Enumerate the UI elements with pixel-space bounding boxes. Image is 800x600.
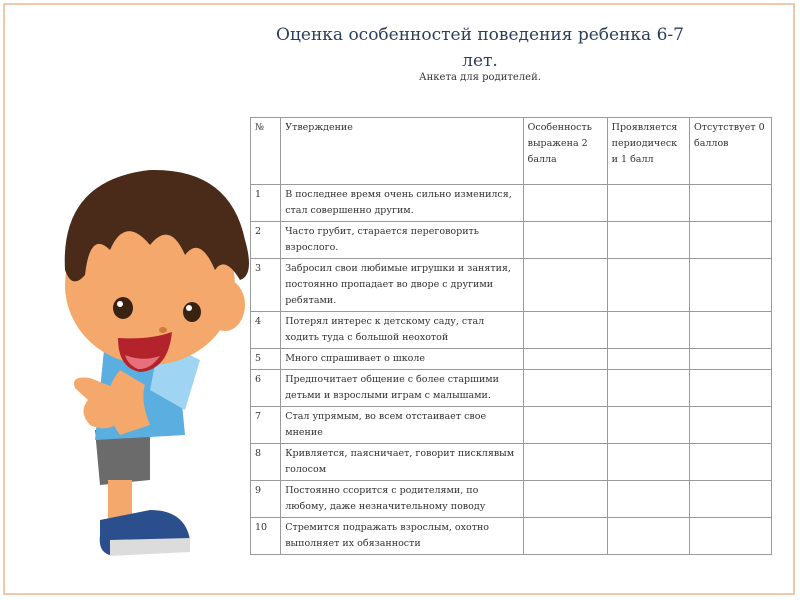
table-row: [251, 349, 772, 370]
score-absent-cell[interactable]: [689, 370, 771, 407]
row-statement: Много спрашивает о школе: [281, 349, 523, 370]
boy-illustration: [0, 40, 260, 600]
row-num: 4: [251, 312, 281, 349]
score-periodic-cell[interactable]: [607, 349, 689, 370]
table-row: [251, 444, 772, 481]
score-expressed-cell[interactable]: [523, 518, 607, 555]
score-periodic-cell[interactable]: [607, 370, 689, 407]
score-periodic-cell[interactable]: [607, 481, 689, 518]
row-statement: Забросил свои любимые игрушки и занятия, постоянно пропадает во дворе с другими ребятами.: [281, 259, 523, 312]
table-row: [251, 222, 772, 259]
score-periodic-cell[interactable]: [607, 312, 689, 349]
score-periodic-cell[interactable]: [607, 185, 689, 222]
score-periodic-cell[interactable]: [607, 407, 689, 444]
table-row: [251, 312, 772, 349]
row-statement: Стремится подражать взрослым, охотно выполняет их обязанности: [281, 518, 523, 555]
score-periodic-cell[interactable]: [607, 259, 689, 312]
row-num: 2: [251, 222, 281, 259]
score-absent-cell[interactable]: [689, 222, 771, 259]
row-statement: Предпочитает общение с более старшими детьми и взрослыми играм с малышами.: [281, 370, 523, 407]
table-row: [251, 481, 772, 518]
score-expressed-cell[interactable]: [523, 407, 607, 444]
score-expressed-cell[interactable]: [523, 349, 607, 370]
row-num: 9: [251, 481, 281, 518]
score-periodic-cell[interactable]: [607, 222, 689, 259]
row-num: 1: [251, 185, 281, 222]
questionnaire-table: [250, 117, 772, 555]
score-periodic-cell[interactable]: [607, 518, 689, 555]
table-row: [251, 370, 772, 407]
score-absent-cell[interactable]: [689, 444, 771, 481]
row-statement: Постоянно ссорится с родителями, по любому, даже незначительному поводу: [281, 481, 523, 518]
score-expressed-cell[interactable]: [523, 222, 607, 259]
score-expressed-cell[interactable]: [523, 444, 607, 481]
row-statement: Часто грубит, старается переговорить взрослого.: [281, 222, 523, 259]
header-num: №: [251, 118, 281, 185]
header-absent: Отсутствует 0 баллов: [689, 118, 771, 185]
score-absent-cell[interactable]: [689, 518, 771, 555]
score-absent-cell[interactable]: [689, 481, 771, 518]
score-absent-cell[interactable]: [689, 349, 771, 370]
score-periodic-cell[interactable]: [607, 444, 689, 481]
score-absent-cell[interactable]: [689, 185, 771, 222]
table-row: [251, 518, 772, 555]
header-statement: Утверждение: [281, 118, 523, 185]
header-expressed: Особенность выражена 2 балла: [523, 118, 607, 185]
header-periodic: Проявляется периодическ и 1 балл: [607, 118, 689, 185]
page-subtitle: Анкета для родителей.: [419, 72, 541, 83]
table-row: [251, 185, 772, 222]
row-num: 8: [251, 444, 281, 481]
score-expressed-cell[interactable]: [523, 259, 607, 312]
table-header-row: [251, 118, 772, 185]
table-row: [251, 407, 772, 444]
score-expressed-cell[interactable]: [523, 185, 607, 222]
row-num: 6: [251, 370, 281, 407]
score-expressed-cell[interactable]: [523, 481, 607, 518]
page-title: Оценка особенностей поведения ребенка 6-7 лет.: [276, 25, 684, 71]
row-statement: Потерял интерес к детскому саду, стал ходить туда с большой неохотой: [281, 312, 523, 349]
row-num: 5: [251, 349, 281, 370]
score-expressed-cell[interactable]: [523, 312, 607, 349]
score-absent-cell[interactable]: [689, 259, 771, 312]
row-statement: Стал упрямым, во всем отстаивает свое мнение: [281, 407, 523, 444]
score-absent-cell[interactable]: [689, 312, 771, 349]
row-num: 7: [251, 407, 281, 444]
score-expressed-cell[interactable]: [523, 370, 607, 407]
score-absent-cell[interactable]: [689, 407, 771, 444]
row-num: 10: [251, 518, 281, 555]
table-row: [251, 259, 772, 312]
row-num: 3: [251, 259, 281, 312]
row-statement: Кривляется, паясничает, говорит писклявым голосом: [281, 444, 523, 481]
row-statement: В последнее время очень сильно изменился, стал совершенно другим.: [281, 185, 523, 222]
